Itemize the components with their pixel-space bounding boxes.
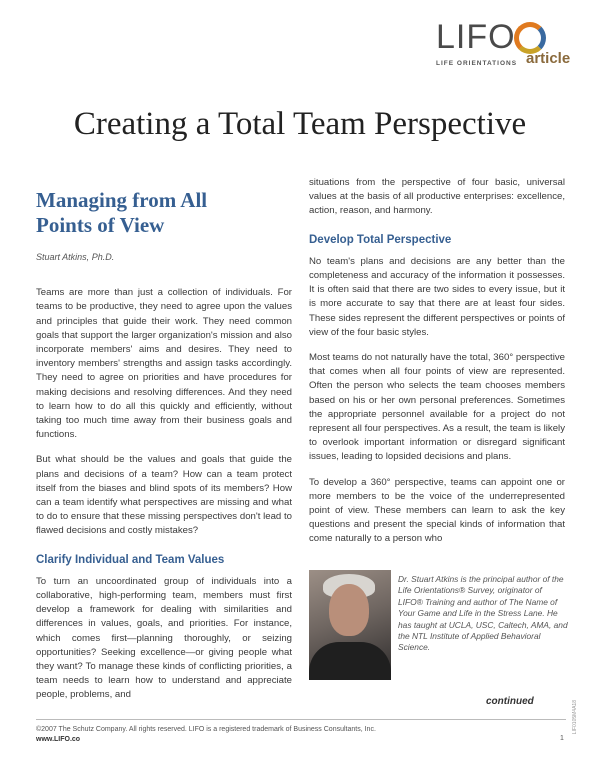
left-paragraph-2: But what should be the values and goals that guide the plans and decisions of a team? How can a team protect itself from the biases and blind spots of its members? How can a team identify what perspectives are missing and what to do to ensure that these missing perspectives don't lead to flawed decisions and costly mistakes? [36,454,292,537]
left-column [36,188,292,714]
author-bio: Dr. Stuart Atkins is the principal author of the Life Orientations® Survey, originator of LIFO® Training and author of The Name of Your Game and Life in the Stress Lane. He has taught at UCLA, USC, Caltech, AMA, and the NTL Institute of Applied Behavioral Science. [398,574,568,653]
page-number: 1 [560,735,564,742]
left-paragraph-3: To turn an uncoordinated group of individuals into a collaborative, high-performing team, members must first develop a framework for dealing with similarities and differences in values, goals, and priorities. For instance, which comes first—planning thoroughly, or seizing opportunities? Seeking excellence—or giving people what they want? To manage these kinds of conflicting priorities, a team needs to learn how to understand and appreciate people, problems, and [36,575,292,701]
right-column [309,176,565,558]
left-paragraph-1: Teams are more than just a collection of individuals. For teams to be productive, they need to agree upon the values and principles that guide their work. They need common goals that support the larger organization's mission and also incorporate members' aims and desires. They need to inventory members' strengths and assign tasks accordingly. They need to agree on priorities and have procedures for making decisions and resolving differences. And they need to learn how to do all this quickly and efficiently, without taking too much time away from their business goals and functions. [36,287,292,441]
author-photo [309,570,391,680]
section-heading-total-perspective: Develop Total Perspective [309,233,452,246]
author-byline: Stuart Atkins, Ph.D. [36,252,115,262]
page-title: Creating a Total Team Perspective [73,106,527,142]
section-heading-clarify-values: Clarify Individual and Team Values [36,553,225,566]
right-paragraph-2: Most teams do not naturally have the total, 360° perspective that comes when all four points of view are represented. Often the person who selects the team chooses members based on his or her own personal preferences. Sometimes the appropriate personnel available for a project do not represent all four perspectives. As a result, the team is likely to overlook important information or disregard significant issues, leading to lopsided decisions and plans. [309,352,565,463]
website-link[interactable]: www.LIFO.co [36,736,81,743]
footer-divider [36,719,566,720]
footer [36,725,376,745]
continued-label: continued [486,696,534,707]
logo-wordmark: LIFO [436,18,516,56]
right-paragraph-0: situations from the perspective of four basic, universal values at the basis of all productive enterprises: excellence, action, reason, and harmony. [309,177,565,217]
lifo-logo [436,18,571,70]
logo-tagline: LIFE ORIENTATIONS [436,60,518,67]
article-subtitle: Managing from All Points of View [36,188,208,237]
right-paragraph-3: To develop a 360° perspective, teams can appoint one or more members to be the voice of the underrepresented point of view. These members can learn to ask the key questions and present the special kinds of information that come naturally to a person who [309,476,565,545]
right-paragraph-1: No team's plans and decisions are any better than the completeness and accuracy of the information it possesses. It is often said that there are two sides to every issue, but it is more accurate to say that there are at least four sides. These sides represent the different perspectives or points of view of the four basic styles. [309,255,565,338]
logo-article-label: article [526,50,571,67]
copyright-text: ©2007 The Schutz Company. All rights reserved. LIFO is a registered trademark of Business Consultants, Inc. [36,726,376,733]
document-code: LIF0105M4A18 [572,700,578,735]
